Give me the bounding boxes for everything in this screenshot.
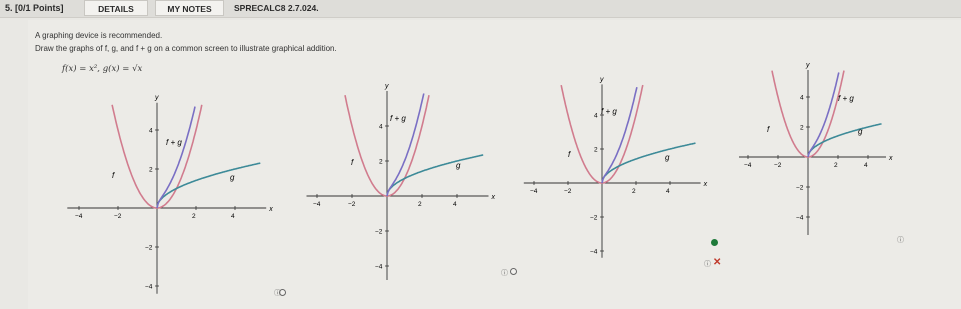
graph-1-y-tick-label: −2 [145, 244, 153, 252]
graph-4-g-curve [808, 124, 882, 157]
graph-4-x-tick-label: 4 [864, 162, 868, 169]
option-c-info-icon[interactable]: ⓘ [704, 261, 711, 268]
graph-4-f-plus-g-label: f + g [838, 94, 854, 103]
graph-3-x-tick-label: −2 [564, 188, 572, 195]
graph-3-y-tick-label: 4 [594, 112, 598, 120]
graph-4-y-tick-label: −2 [796, 184, 804, 192]
graph-3-f-label: f [568, 150, 571, 159]
graph-1-y-tick-label: −4 [145, 283, 153, 291]
option-c-radio-selected[interactable] [711, 239, 718, 246]
graph-2-y-tick-label: −4 [375, 263, 383, 271]
graph-2-f-plus-g-label: f + g [390, 114, 406, 123]
graph-4-y-label: y [806, 62, 810, 69]
graph-1-f-plus-g-label: f + g [166, 138, 182, 147]
graph-3-g-curve [602, 143, 696, 183]
graph-1-y-label: y [155, 94, 159, 102]
graph-1-g-label: g [230, 173, 235, 182]
graph-1-y-tick-label: 4 [149, 127, 153, 135]
graph-3-x-tick-label: 4 [666, 188, 670, 195]
graph-3-y-tick-label: −4 [590, 248, 598, 256]
graph-1-x-tick-label: 2 [192, 213, 196, 220]
graph-3-f-plus-g-curve [602, 87, 637, 183]
graph-4-x-tick-label: −2 [774, 162, 782, 169]
course-id: SPRECALC8 2.7.024. [234, 3, 319, 13]
graph-3-x-tick-label: 2 [632, 188, 636, 195]
graph-3-y-tick-label: 2 [594, 146, 598, 154]
option-b-radio[interactable] [510, 268, 517, 275]
graph-4-y-tick-label: −4 [796, 214, 804, 222]
graph-2-x-tick-label: 2 [418, 201, 422, 208]
graph-2-g-label: g [456, 161, 461, 170]
graph-2-f-plus-g-curve [387, 94, 424, 197]
graph-1-x-tick-label: 4 [231, 213, 235, 220]
graph-3-x-tick-label: −4 [530, 188, 538, 195]
graph-3-g-label: g [665, 153, 670, 162]
graph-4-f-label: f [767, 125, 770, 134]
details-button[interactable]: DETAILS [84, 0, 148, 16]
recommend-text: A graphing device is recommended. [35, 31, 163, 40]
graph-2-y-label: y [385, 83, 389, 90]
graph-2-x-tick-label: −4 [313, 201, 321, 208]
function-formula: f(x) = x², g(x) = √x [62, 64, 143, 74]
graph-2-x-tick-label: −2 [348, 201, 356, 208]
graph-3-f-plus-g-label: f + g [601, 107, 617, 116]
graph-1-x-tick-label: −4 [75, 213, 83, 220]
graph-2-g-curve [387, 155, 483, 196]
my-notes-button[interactable]: MY NOTES [155, 0, 224, 16]
graph-2-y-tick-label: 2 [379, 158, 383, 166]
graph-1-f-plus-g-curve [157, 107, 195, 208]
graph-2-x-label: x [491, 194, 495, 201]
graph-1-x-label: x [269, 206, 273, 213]
graph-4-y-tick-label: 2 [800, 124, 804, 132]
graph-3-x-label: x [703, 181, 708, 188]
incorrect-icon: ✕ [713, 257, 722, 268]
graph-2-y-tick-label: −2 [375, 228, 383, 236]
graph-1-y-tick-label: 2 [149, 166, 153, 174]
graph-3-y-tick-label: −2 [590, 214, 598, 222]
graph-4-f-plus-g-curve [808, 73, 839, 158]
graph-4-y-tick-label: 4 [800, 94, 804, 102]
instruction-text: Draw the graphs of f, g, and f + g on a common screen to illustrate graphical addition. [35, 44, 337, 53]
question-number: 5. [0/1 Points] [5, 3, 64, 13]
graph-1-f-label: f [112, 171, 115, 180]
option-b-info-icon[interactable]: ⓘ [501, 270, 508, 277]
graph-1-x-tick-label: −2 [114, 213, 122, 220]
option-d-info-icon[interactable]: ⓘ [897, 237, 904, 244]
graph-4-g-label: g [858, 127, 863, 136]
graph-1-g-curve [157, 163, 260, 208]
option-a-info-icon[interactable]: ⓘ [274, 290, 281, 297]
graph-3-y-label: y [600, 76, 604, 84]
graph-4-x-label: x [889, 155, 893, 162]
graph-2-x-tick-label: 4 [453, 201, 457, 208]
graph-2-f-label: f [351, 158, 354, 167]
graph-4-x-tick-label: −4 [744, 162, 752, 169]
graph-4-x-tick-label: 2 [834, 162, 838, 169]
graph-2-y-tick-label: 4 [379, 123, 383, 131]
